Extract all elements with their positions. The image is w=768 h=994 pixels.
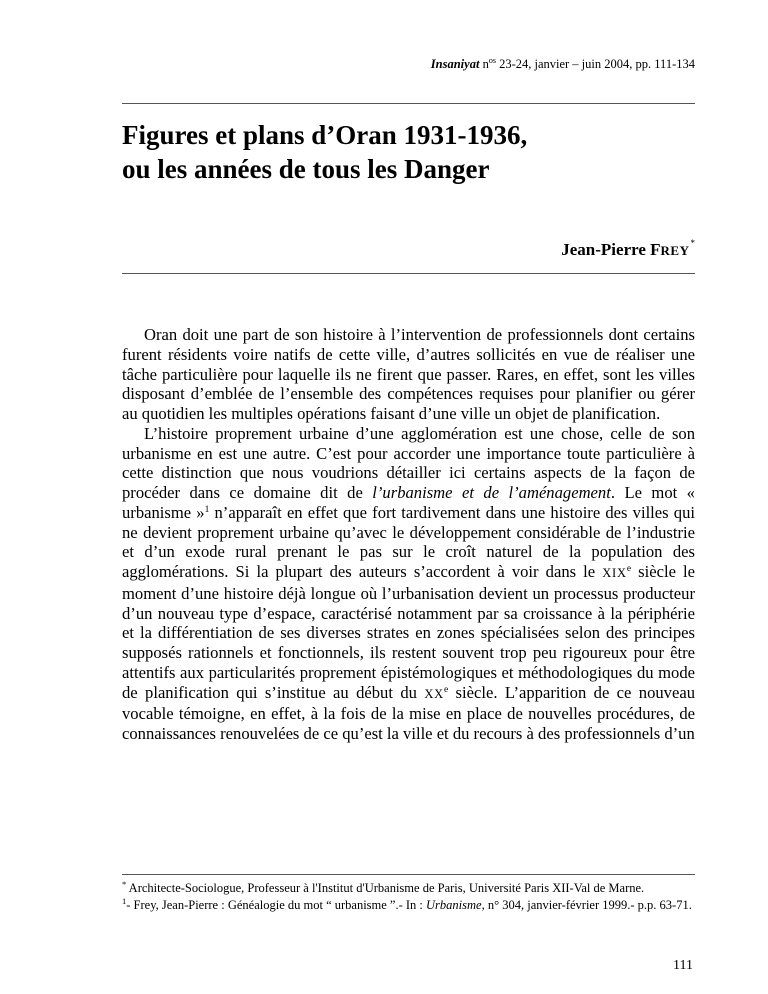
footnote-ref-1: 1 (204, 504, 210, 515)
issue-label: n (482, 57, 489, 72)
journal-name: Insaniyat (430, 57, 480, 72)
p2-text-b: . Le mot « urbanisme » (122, 483, 695, 522)
article-title (122, 118, 702, 186)
footnotes (122, 880, 695, 914)
author-footnote-mark: * (690, 238, 695, 248)
p2-text-d: siècle le moment d’une histoire déjà longue où l’urbanisation devient un processus producteur d’un nouveau type d’espace, caractérisé notamment par sa croissance à la périphérie et la différentiation de ses diverses strates en zones spécialisées selon des principes supposés rationnels et fonctionnels, ils restent souvent trop peu rigoureux pour être attentifs aux particularités proprement épistémologiques et méthodologiques du mode de planification qui s’institue au début du (122, 562, 696, 702)
page-number: 111 (673, 958, 693, 973)
footnote-rule (122, 874, 695, 875)
running-header (431, 56, 695, 72)
author-initial: F (650, 240, 661, 259)
issue-sup: os (488, 56, 496, 65)
paragraph-2 (122, 424, 695, 744)
author-name (561, 238, 695, 260)
header-rule (122, 103, 695, 104)
footnote-author-mark: * (122, 879, 127, 889)
footnote-1-mark: 1 (122, 896, 127, 906)
paragraph-1: Oran doit une part de son histoire à l’intervention de professionnels dont certains furent résidents voire natifs de cette ville, d’autres sollicités en vue de réaliser une tâche particulière pour laquelle ils ne firent que passer. Rares, en effet, sont les villes disposant d’emblée de l’ensemble des compétences requises pour planifier ou gérer au quotidien les multiples opérations faisant d’une ville un objet de planification. (122, 325, 695, 423)
title-line-1: Figures et plans d’Oran 1931-1936, (122, 120, 528, 150)
author-given: Jean-Pierre (561, 240, 651, 259)
article-body (122, 325, 695, 744)
century-19: XIX (602, 566, 627, 580)
footnote-1-text-a: - Frey, Jean-Pierre : Généalogie du mot “ urbanisme ”.- In : (126, 898, 427, 912)
footnote-1-text-b: , n° 304, janvier-février 1999.- p.p. 63-71. (481, 898, 692, 912)
footnote-author (122, 880, 695, 897)
footnote-1 (122, 897, 695, 914)
p2-italic: l’urbanisme et de l’aménagement (372, 483, 611, 502)
century-20-sup: e (443, 684, 449, 695)
p2-text-e: siècle. L’apparition de ce nouveau vocable témoigne, en effet, à la fois de la mise en place de nouvelles procédures, de connaissances renouvelées de ce qu’est la ville et du recours à des professionnels d’un (122, 682, 695, 743)
footnote-author-text: Architecte-Sociologue, Professeur à l'Institut d'Urbanisme de Paris, Université Paris XII-Val de Marne. (126, 881, 645, 895)
p2-text-c: n’apparaît en effet que fort tardivement dans une histoire des villes qui ne devient proprement urbaine qu’avec le développement considérable de l’industrie et d’un exode rural prenant le pas sur le croît naturel de la population des agglomérations. Si la plupart des auteurs s’accordent à voir dans le (122, 502, 695, 581)
footnote-1-italic: Urbanisme (426, 898, 482, 912)
century-19-sup: e (626, 564, 632, 574)
author-rule (122, 273, 695, 274)
century-20: XX (424, 686, 444, 701)
author-surname-rest: REY (660, 243, 690, 258)
issue-details: 23-24, janvier – juin 2004, pp. 111-134 (495, 57, 695, 72)
p2-text-a: L’histoire proprement urbaine d’une agglomération est une chose, celle de son urbanisme en est une autre. C’est pour accorder une importance toute particulière à cette distinction que nous voudrions détailler ici certains aspects de la façon de procéder dans ce domaine dit de (122, 423, 695, 502)
title-line-2: ou les années de tous les Danger (122, 154, 490, 184)
